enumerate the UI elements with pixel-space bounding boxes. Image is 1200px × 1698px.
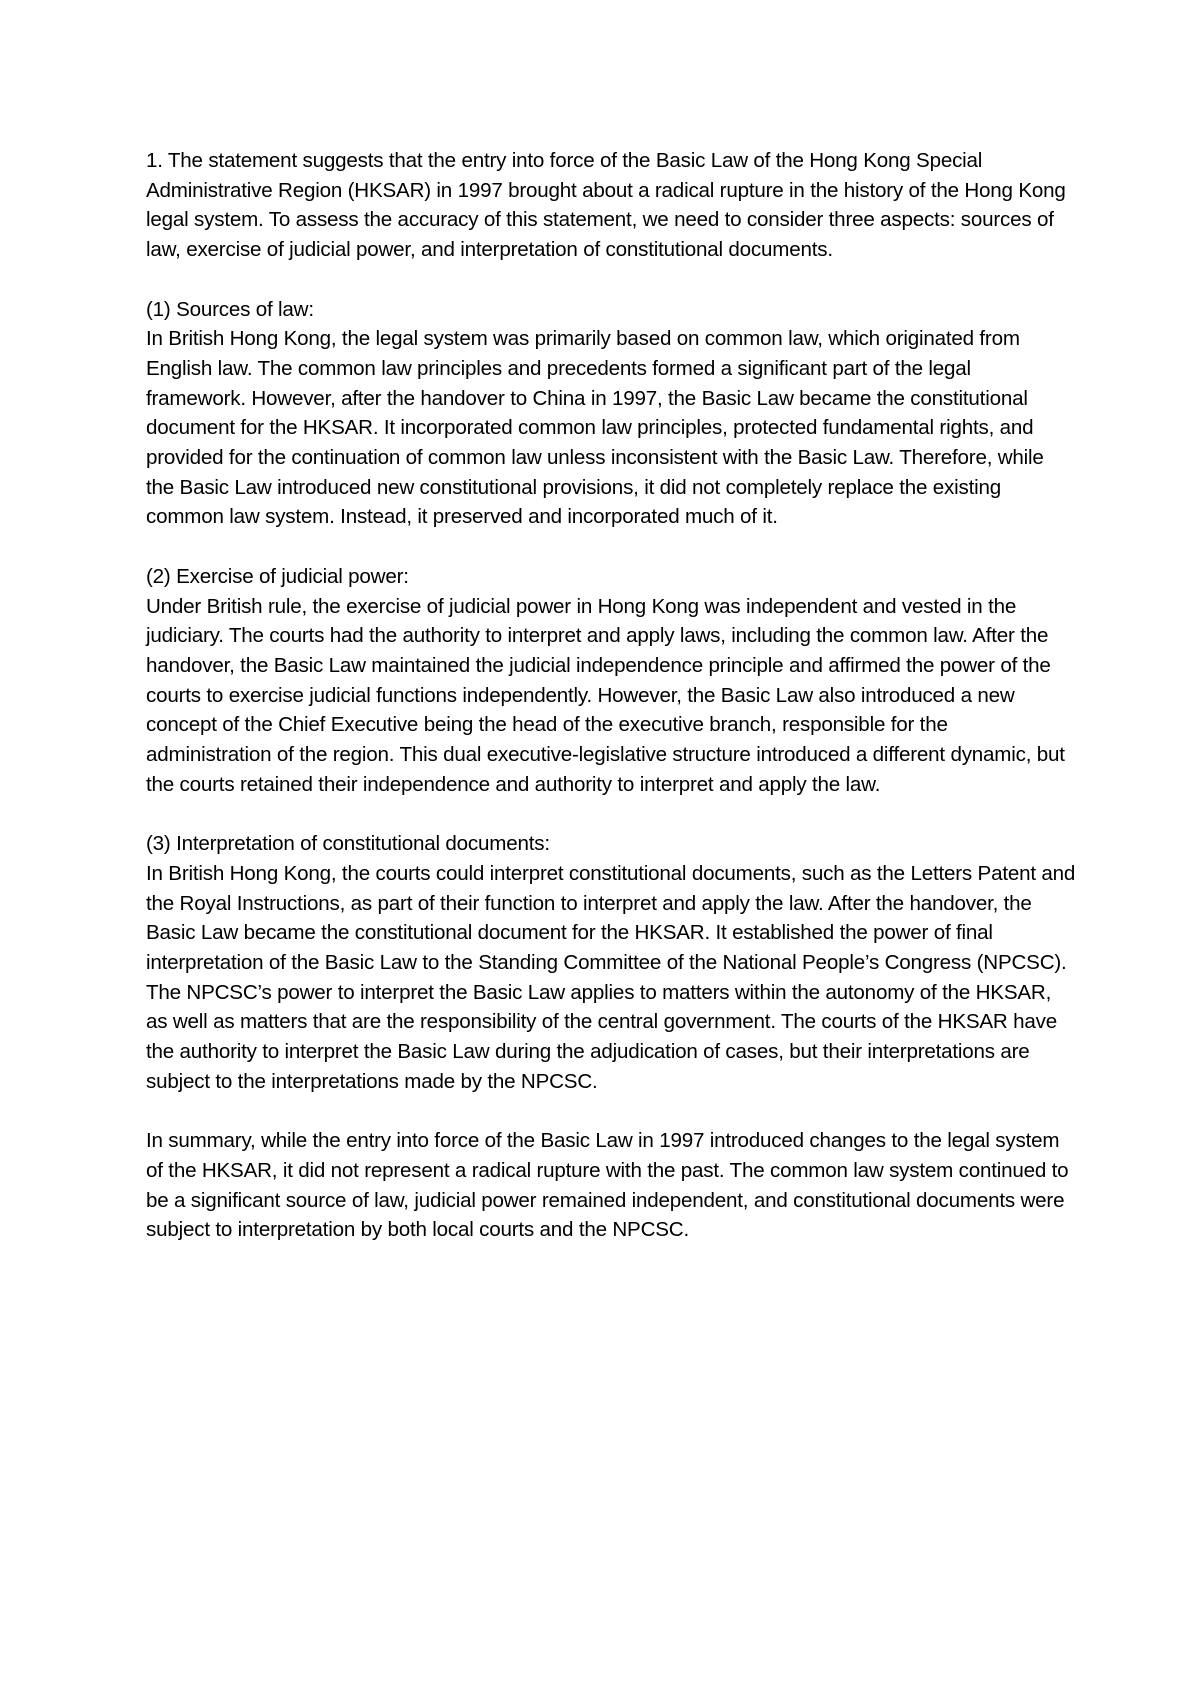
document-body: [146, 146, 1076, 1245]
summary-paragraph: In summary, while the entry into force of the Basic Law in 1997 introduced changes to the legal system of the HKSAR, it did not represent a radical rupture with the past. The common law system continued to be a significant source of law, judicial power remained independent, and constitutional documents were subject to interpretation by both local courts and the NPCSC.: [146, 1129, 1069, 1242]
section-heading-judicial-power: (2) Exercise of judicial power:: [146, 564, 409, 588]
section-heading-interpretation: (3) Interpretation of constitutional documents:: [146, 832, 550, 856]
intro-paragraph: 1. The statement suggests that the entry into force of the Basic Law of the Hong Kong Special Administrative Region (HKSAR) in 1997 brought about a radical rupture in the history of the Hong Kong legal system. To assess the accuracy of this statement, we need to consider three aspects: sources of law, exercise of judicial power, and interpretation of constitutional documents.: [146, 149, 1066, 262]
section-heading-sources-of-law: (1) Sources of law:: [146, 297, 314, 321]
section-body-judicial-power: Under British rule, the exercise of judicial power in Hong Kong was independent and vested in the judiciary. The courts had the authority to interpret and apply laws, including the common law. After the handover, the Basic Law maintained the judicial independence principle and affirmed the power of the courts to exercise judicial functions independently. However, the Basic Law also introduced a new concept of the Chief Executive being the head of the executive branch, responsible for the administration of the region. This dual executive-legislative structure introduced a different dynamic, but the courts retained their independence and authority to interpret and apply the law.: [146, 594, 1065, 796]
section-body-sources-of-law: In British Hong Kong, the legal system was primarily based on common law, which originated from English law. The common law principles and precedents formed a significant part of the legal framework. However, after the handover to China in 1997, the Basic Law became the constitutional document for the HKSAR. It incorporated common law principles, protected fundamental rights, and provided for the continuation of common law unless inconsistent with the Basic Law. Therefore, while the Basic Law introduced new constitutional provisions, it did not completely replace the existing common law system. Instead, it preserved and incorporated much of it.: [146, 327, 1044, 529]
section-body-interpretation: In British Hong Kong, the courts could interpret constitutional documents, such as the Letters Patent and the Royal Instructions, as part of their function to interpret and apply the law. After the handover, the Basic Law became the constitutional document for the HKSAR. It established the power of final interpretation of the Basic Law to the Standing Committee of the National People’s Congress (NPCSC). The NPCSC’s power to interpret the Basic Law applies to matters within the autonomy of the HKSAR, as well as matters that are the responsibility of the central government. The courts of the HKSAR have the authority to interpret the Basic Law during the adjudication of cases, but their interpretations are subject to the interpretations made by the NPCSC.: [146, 861, 1076, 1093]
